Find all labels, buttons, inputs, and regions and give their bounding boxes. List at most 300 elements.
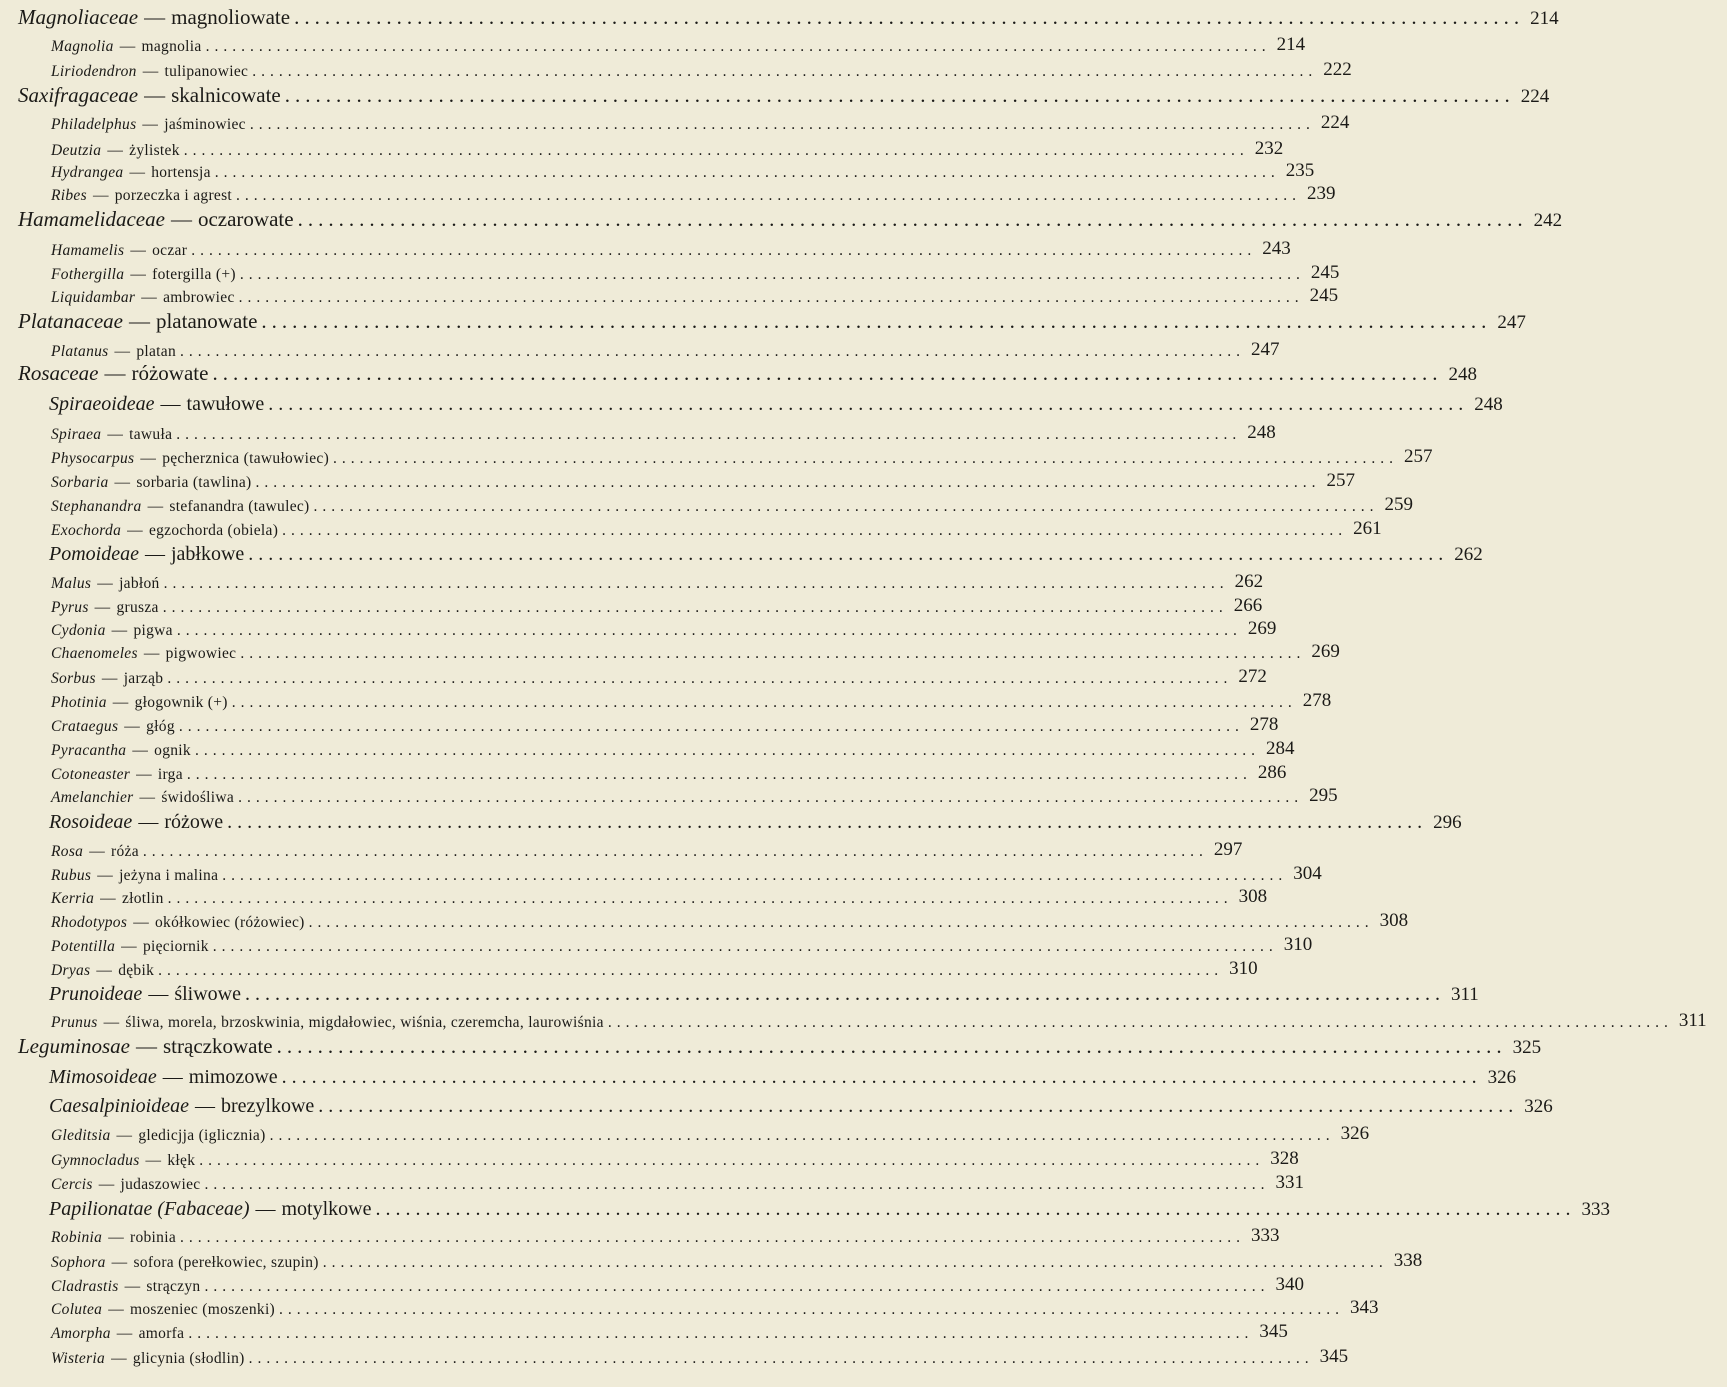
dash-separator: — xyxy=(104,361,126,385)
polish-name: śliwa, morela, brzoskwinia, migdałowiec, wiśnia, czeremcha, laurowiśnia xyxy=(125,1014,604,1031)
toc-entry-label xyxy=(0,1198,372,1221)
dot-leader: ........................................................................................................................ xyxy=(183,142,1249,159)
page-number: 269 xyxy=(1311,641,1340,662)
polish-name: ognik xyxy=(154,742,191,759)
page-number: 278 xyxy=(1302,690,1332,711)
toc-genus-row xyxy=(0,494,1414,516)
toc-genus-row xyxy=(0,618,1277,640)
polish-name: platanowate xyxy=(155,309,258,333)
dot-leader: ........................................................................................................................ xyxy=(212,361,1443,385)
page-number: 278 xyxy=(1249,714,1279,735)
page-number: 243 xyxy=(1262,238,1291,259)
dash-separator: — xyxy=(124,1278,141,1295)
page-number: 325 xyxy=(1512,1037,1542,1058)
toc-genus-row xyxy=(0,1250,1423,1272)
toc-genus-row xyxy=(0,1297,1379,1319)
dash-separator: — xyxy=(97,575,114,592)
dot-leader: ........................................................................................................................ xyxy=(167,890,1233,907)
toc-entry-label xyxy=(0,1325,184,1343)
page-number: 245 xyxy=(1309,285,1339,306)
polish-name: brezylkowe xyxy=(220,1095,315,1117)
page-number: 296 xyxy=(1433,812,1462,833)
toc-genus-row xyxy=(0,690,1332,712)
polish-name: głóg xyxy=(146,718,175,735)
dash-separator: — xyxy=(140,450,157,467)
latin-name: Papilionatae (Fabaceae) xyxy=(49,1198,250,1220)
toc-entry-label xyxy=(0,1176,200,1194)
page-number: 340 xyxy=(1275,1274,1304,1295)
dash-separator: — xyxy=(136,766,152,783)
toc-genus-row xyxy=(0,34,1306,56)
dot-leader: ........................................................................................................................ xyxy=(313,498,1379,515)
polish-name: motylkowe xyxy=(281,1198,372,1220)
toc-entry-label xyxy=(0,242,187,260)
polish-name: sorbaria (tawlina) xyxy=(136,474,252,491)
dot-leader: ........................................................................................................................ xyxy=(269,1127,1335,1144)
dash-separator: — xyxy=(162,1066,183,1088)
page-number: 310 xyxy=(1283,934,1313,955)
toc-subfamily-row xyxy=(0,1065,1517,1089)
polish-name: gledicjja (iglicznia) xyxy=(138,1127,266,1144)
toc-entry-label xyxy=(0,522,278,540)
page-number: 248 xyxy=(1247,422,1276,443)
toc-entry-label xyxy=(0,1127,266,1145)
latin-name: Hamamelis xyxy=(51,242,125,259)
latin-name: Sorbaria xyxy=(51,474,109,491)
toc-genus-row xyxy=(0,183,1336,205)
polish-name: głogownik (+) xyxy=(134,694,228,711)
dash-separator: — xyxy=(143,645,160,662)
toc-genus-row xyxy=(0,138,1284,160)
page-number: 333 xyxy=(1251,1225,1280,1246)
polish-name: ambrowiec xyxy=(163,289,235,306)
toc-entry-label xyxy=(0,1350,245,1368)
dot-leader: ........................................................................................................................ xyxy=(236,187,1302,204)
toc-genus-row xyxy=(0,285,1339,307)
dash-separator: — xyxy=(142,63,159,80)
dot-leader: ........................................................................................................................ xyxy=(248,1350,1314,1367)
toc-entry-label xyxy=(0,361,208,386)
polish-name: amorfa xyxy=(138,1325,185,1342)
page-number: 232 xyxy=(1254,138,1284,159)
page-number: 333 xyxy=(1581,1199,1610,1220)
toc-entry-label xyxy=(0,1152,195,1170)
toc-family-row xyxy=(0,361,1477,386)
polish-name: pigwa xyxy=(133,622,173,639)
latin-name: Ribes xyxy=(51,187,87,204)
latin-name: Wisteria xyxy=(51,1350,106,1367)
dash-separator: — xyxy=(139,789,156,806)
dash-separator: — xyxy=(255,1198,276,1220)
dash-separator: — xyxy=(107,426,124,443)
dot-leader: ........................................................................................................................ xyxy=(214,164,1280,181)
dot-leader: ........................................................................................................................ xyxy=(194,742,1260,759)
latin-name: Gleditsia xyxy=(51,1127,111,1144)
dash-separator: — xyxy=(116,1127,133,1144)
polish-name: strączkowate xyxy=(163,1034,273,1058)
latin-name: Colutea xyxy=(51,1301,103,1318)
page-number: 331 xyxy=(1275,1172,1304,1193)
page-number: 308 xyxy=(1238,886,1268,907)
page-number: 338 xyxy=(1393,1250,1423,1271)
polish-name: żylistek xyxy=(129,142,180,159)
latin-name: Sorbus xyxy=(51,670,96,687)
dash-separator: — xyxy=(101,670,118,687)
page-number: 308 xyxy=(1379,910,1409,931)
dash-separator: — xyxy=(114,474,131,491)
dot-leader: ........................................................................................................................ xyxy=(205,38,1271,55)
latin-name: Cercis xyxy=(51,1176,93,1193)
polish-name: jabłoń xyxy=(119,575,160,592)
dot-leader: ........................................................................................................................ xyxy=(176,426,1242,443)
polish-name: mimozowe xyxy=(188,1066,278,1088)
latin-name: Leguminosae xyxy=(18,1034,130,1058)
toc-entry-label xyxy=(0,63,248,81)
page-number: 328 xyxy=(1270,1148,1299,1169)
dot-leader: ........................................................................................................................ xyxy=(268,393,1469,415)
latin-name: Rubus xyxy=(51,867,92,884)
dot-leader: ........................................................................................................................ xyxy=(188,1325,1254,1342)
dot-leader: ........................................................................................................................ xyxy=(180,343,1246,360)
toc-genus-row xyxy=(0,1148,1299,1170)
toc-entry-label xyxy=(0,1095,314,1118)
page-number: 269 xyxy=(1247,618,1277,639)
dot-leader: ........................................................................................................................ xyxy=(284,83,1515,107)
toc-entry-label xyxy=(0,962,154,980)
toc-entry-label xyxy=(0,116,246,134)
toc-genus-row xyxy=(0,910,1409,932)
latin-name: Platanus xyxy=(51,343,109,360)
latin-name: Liriodendron xyxy=(51,63,137,80)
page-number: 248 xyxy=(1474,394,1503,415)
dash-separator: — xyxy=(133,914,149,931)
polish-name: magnolia xyxy=(141,38,202,55)
toc-genus-row xyxy=(0,886,1268,908)
latin-name: Rosoideae xyxy=(49,811,133,833)
page-number: 343 xyxy=(1350,1297,1379,1318)
polish-name: okółkowiec (różowiec) xyxy=(155,914,305,931)
toc-genus-row xyxy=(0,595,1263,617)
toc-entry-label xyxy=(0,1066,278,1089)
toc-entry-label xyxy=(0,343,176,361)
polish-name: pęcherznica (tawułowiec) xyxy=(162,450,330,467)
toc-subfamily-row xyxy=(0,542,1483,566)
toc-entry-label xyxy=(0,266,236,284)
latin-name: Chaenomeles xyxy=(51,645,138,662)
toc-genus-row xyxy=(0,262,1340,284)
toc-genus-row xyxy=(0,1225,1280,1247)
toc-entry-label xyxy=(0,498,310,516)
dash-separator: — xyxy=(107,142,124,159)
dot-leader: ........................................................................................................................ xyxy=(178,718,1244,735)
toc-entry-label xyxy=(0,811,223,834)
polish-name: irga xyxy=(157,766,183,783)
page-number: 245 xyxy=(1310,262,1340,283)
dash-separator: — xyxy=(127,522,143,539)
toc-genus-row xyxy=(0,934,1313,956)
polish-name: tawuła xyxy=(129,426,173,443)
dot-leader: ........................................................................................................................ xyxy=(163,575,1229,592)
dash-separator: — xyxy=(92,187,109,204)
dash-separator: — xyxy=(112,694,129,711)
dash-separator: — xyxy=(96,962,113,979)
latin-name: Magnoliaceae xyxy=(18,5,139,29)
page-number: 311 xyxy=(1678,1010,1707,1031)
toc-entry-label xyxy=(0,142,180,160)
dot-leader: ........................................................................................................................ xyxy=(308,914,1374,931)
toc-entry-label xyxy=(0,1034,273,1059)
page-number: 242 xyxy=(1533,210,1563,231)
dash-separator: — xyxy=(130,242,147,259)
dash-separator: — xyxy=(148,983,169,1005)
latin-name: Gymnocladus xyxy=(51,1152,140,1169)
dot-leader: ........................................................................................................................ xyxy=(322,1254,1388,1271)
toc-genus-row xyxy=(0,1010,1707,1032)
toc-genus-row xyxy=(0,839,1243,861)
page-number: 286 xyxy=(1257,762,1287,783)
polish-name: judaszowiec xyxy=(120,1176,201,1193)
polish-name: egzochorda (obiela) xyxy=(148,522,279,539)
dot-leader: ........................................................................................................................ xyxy=(240,645,1306,662)
dash-separator: — xyxy=(119,38,136,55)
page-number: 224 xyxy=(1520,86,1550,107)
polish-name: hortensja xyxy=(151,164,211,181)
toc-genus-row xyxy=(0,59,1352,81)
page-number: 262 xyxy=(1454,544,1483,565)
toc-genus-row xyxy=(0,666,1267,688)
latin-name: Fothergilla xyxy=(51,266,125,283)
toc-entry-label xyxy=(0,5,290,30)
dash-separator: — xyxy=(111,1350,127,1367)
toc-genus-row xyxy=(0,958,1258,980)
page-number: 262 xyxy=(1234,571,1264,592)
page-number: 257 xyxy=(1326,470,1355,491)
polish-name: glicynia (słodlin) xyxy=(132,1350,245,1367)
toc-subfamily-row xyxy=(0,1094,1553,1118)
toc-entry-label xyxy=(0,938,209,956)
dot-leader: ........................................................................................................................ xyxy=(252,63,1318,80)
polish-name: świdośliwa xyxy=(161,789,235,806)
toc-entry-label xyxy=(0,670,163,688)
page-number: 261 xyxy=(1353,518,1382,539)
page-number: 310 xyxy=(1229,958,1258,979)
page-number: 345 xyxy=(1259,1321,1288,1342)
polish-name: moszeniec (moszenki) xyxy=(130,1301,276,1318)
latin-name: Hamamelidaceae xyxy=(18,207,165,231)
dot-leader: ........................................................................................................................ xyxy=(158,962,1224,979)
polish-name: kłęk xyxy=(167,1152,196,1169)
dash-separator: — xyxy=(144,5,166,29)
toc-entry-label xyxy=(0,393,264,416)
toc-genus-row xyxy=(0,1346,1349,1368)
toc-subfamily-row xyxy=(0,982,1479,1006)
dot-leader: ........................................................................................................................ xyxy=(607,1014,1673,1031)
toc-entry-label xyxy=(0,766,183,784)
latin-name: Exochorda xyxy=(51,522,122,539)
polish-name: jabłkowe xyxy=(170,543,245,565)
toc-genus-row xyxy=(0,470,1355,492)
toc-genus-row xyxy=(0,422,1276,444)
dash-separator: — xyxy=(100,890,116,907)
toc-family-row xyxy=(0,5,1559,30)
latin-name: Spiraeoideae xyxy=(49,393,155,415)
toc-entry-label xyxy=(0,645,236,663)
polish-name: strączyn xyxy=(146,1278,201,1295)
dot-leader: ........................................................................................................................ xyxy=(248,543,1449,565)
dot-leader: ........................................................................................................................ xyxy=(222,867,1288,884)
latin-name: Physocarpus xyxy=(51,450,135,467)
dash-separator: — xyxy=(116,1325,133,1342)
dash-separator: — xyxy=(144,543,165,565)
polish-name: porzeczka i agrest xyxy=(114,187,233,204)
dash-separator: — xyxy=(129,164,146,181)
dash-separator: — xyxy=(144,83,166,107)
latin-name: Rhodotypos xyxy=(51,914,128,931)
latin-name: Hydrangea xyxy=(51,164,124,181)
latin-name: Philadelphus xyxy=(51,116,137,133)
toc-genus-row xyxy=(0,762,1287,784)
toc-entry-label xyxy=(0,543,244,566)
page-number: 311 xyxy=(1450,984,1479,1005)
dot-leader: ........................................................................................................................ xyxy=(212,938,1278,955)
toc-subfamily-row xyxy=(0,810,1462,834)
toc-genus-row xyxy=(0,738,1295,760)
dash-separator: — xyxy=(98,1176,115,1193)
polish-name: jeżyna i malina xyxy=(119,867,219,884)
polish-name: fotergilla (+) xyxy=(152,266,236,283)
toc-genus-row xyxy=(0,641,1340,663)
page-number: 266 xyxy=(1233,595,1263,616)
toc-family-row xyxy=(0,309,1526,334)
latin-name: Mimosoideae xyxy=(49,1066,157,1088)
dash-separator: — xyxy=(108,1301,124,1318)
latin-name: Spiraea xyxy=(51,426,102,443)
dot-leader: ........................................................................................................................ xyxy=(276,1034,1507,1058)
latin-name: Caesalpinioideae xyxy=(49,1095,189,1117)
dot-leader: ........................................................................................................................ xyxy=(333,450,1399,467)
page-number: 295 xyxy=(1309,785,1338,806)
dash-separator: — xyxy=(132,742,149,759)
dot-leader: ........................................................................................................................ xyxy=(204,1278,1270,1295)
toc-entry-label xyxy=(0,1278,200,1296)
page-number: 247 xyxy=(1497,312,1526,333)
polish-name: magnoliowate xyxy=(171,5,291,29)
toc-entry-label xyxy=(0,83,281,108)
latin-name: Platanaceae xyxy=(18,309,123,333)
toc-genus-row xyxy=(0,1172,1304,1194)
dash-separator: — xyxy=(121,938,137,955)
latin-name: Rosaceae xyxy=(18,361,99,385)
page-number: 326 xyxy=(1487,1067,1517,1088)
toc-genus-row xyxy=(0,714,1279,736)
dot-leader: ........................................................................................................................ xyxy=(375,1198,1576,1220)
page-number: 222 xyxy=(1323,59,1352,80)
page-number: 239 xyxy=(1307,183,1336,204)
toc-entry-label xyxy=(0,914,305,932)
polish-name: tulipanowiec xyxy=(164,63,249,80)
toc-genus-row xyxy=(0,863,1322,885)
latin-name: Liquidambar xyxy=(51,289,136,306)
toc-entry-label xyxy=(0,718,175,736)
dash-separator: — xyxy=(160,393,181,415)
toc-entry-label xyxy=(0,309,257,334)
page-number: 304 xyxy=(1293,863,1322,884)
page-number: 235 xyxy=(1285,160,1315,181)
dash-separator: — xyxy=(89,843,106,860)
dash-separator: — xyxy=(124,718,141,735)
toc-entry-label xyxy=(0,474,252,492)
page-number: 214 xyxy=(1276,34,1306,55)
page-number: 345 xyxy=(1319,1346,1349,1367)
toc-genus-row xyxy=(0,339,1280,361)
toc-subfamily-row xyxy=(0,1197,1610,1221)
latin-name: Malus xyxy=(51,575,92,592)
polish-name: jaśminowiec xyxy=(164,116,246,133)
page-number: 259 xyxy=(1384,494,1414,515)
toc-entry-label xyxy=(0,187,232,205)
dot-leader: ........................................................................................................................ xyxy=(297,207,1528,231)
toc-entry-label xyxy=(0,1301,275,1319)
polish-name: grusza xyxy=(116,599,159,616)
toc-entry-label xyxy=(0,1254,319,1272)
polish-name: śliwowe xyxy=(174,983,241,1005)
dash-separator: — xyxy=(111,1254,128,1271)
dot-leader: ........................................................................................................................ xyxy=(204,1176,1270,1193)
polish-name: oczarowate xyxy=(197,207,294,231)
dash-separator: — xyxy=(170,207,192,231)
toc-genus-row xyxy=(0,112,1350,134)
dot-leader: ........................................................................................................................ xyxy=(279,1301,1345,1318)
toc-entry-label xyxy=(0,207,294,232)
dash-separator: — xyxy=(97,867,114,884)
dot-leader: ........................................................................................................................ xyxy=(255,474,1321,491)
toc-genus-row xyxy=(0,1274,1304,1296)
polish-name: róża xyxy=(111,843,139,860)
toc-genus-row xyxy=(0,160,1315,182)
latin-name: Cotoneaster xyxy=(51,766,131,783)
latin-name: Dryas xyxy=(51,962,91,979)
dot-leader: ........................................................................................................................ xyxy=(186,766,1252,783)
latin-name: Pyracantha xyxy=(51,742,127,759)
toc-entry-label xyxy=(0,622,173,640)
dash-separator: — xyxy=(138,811,159,833)
toc-entry-label xyxy=(0,1229,176,1247)
toc-genus-row xyxy=(0,785,1338,807)
polish-name: różowe xyxy=(164,811,224,833)
polish-name: pigwowiec xyxy=(165,645,237,662)
dot-leader: ........................................................................................................................ xyxy=(249,116,1315,133)
latin-name: Robinia xyxy=(51,1229,103,1246)
page-number: 297 xyxy=(1213,839,1243,860)
dot-leader: ........................................................................................................................ xyxy=(294,5,1525,29)
toc-entry-label xyxy=(0,1014,604,1032)
polish-name: platan xyxy=(136,343,177,360)
toc-genus-row xyxy=(0,518,1382,540)
page-number: 326 xyxy=(1524,1096,1553,1117)
polish-name: pięciornik xyxy=(142,938,209,955)
dot-leader: ........................................................................................................................ xyxy=(199,1152,1265,1169)
latin-name: Magnolia xyxy=(51,38,114,55)
dot-leader: ........................................................................................................................ xyxy=(281,1066,1482,1088)
toc-entry-label xyxy=(0,867,218,885)
toc-genus-row xyxy=(0,1321,1288,1343)
dot-leader: ........................................................................................................................ xyxy=(142,843,1208,860)
polish-name: robinia xyxy=(130,1229,177,1246)
page-number: 214 xyxy=(1530,8,1559,29)
dot-leader: ........................................................................................................................ xyxy=(238,289,1304,306)
dash-separator: — xyxy=(128,309,150,333)
latin-name: Prunus xyxy=(51,1014,98,1031)
